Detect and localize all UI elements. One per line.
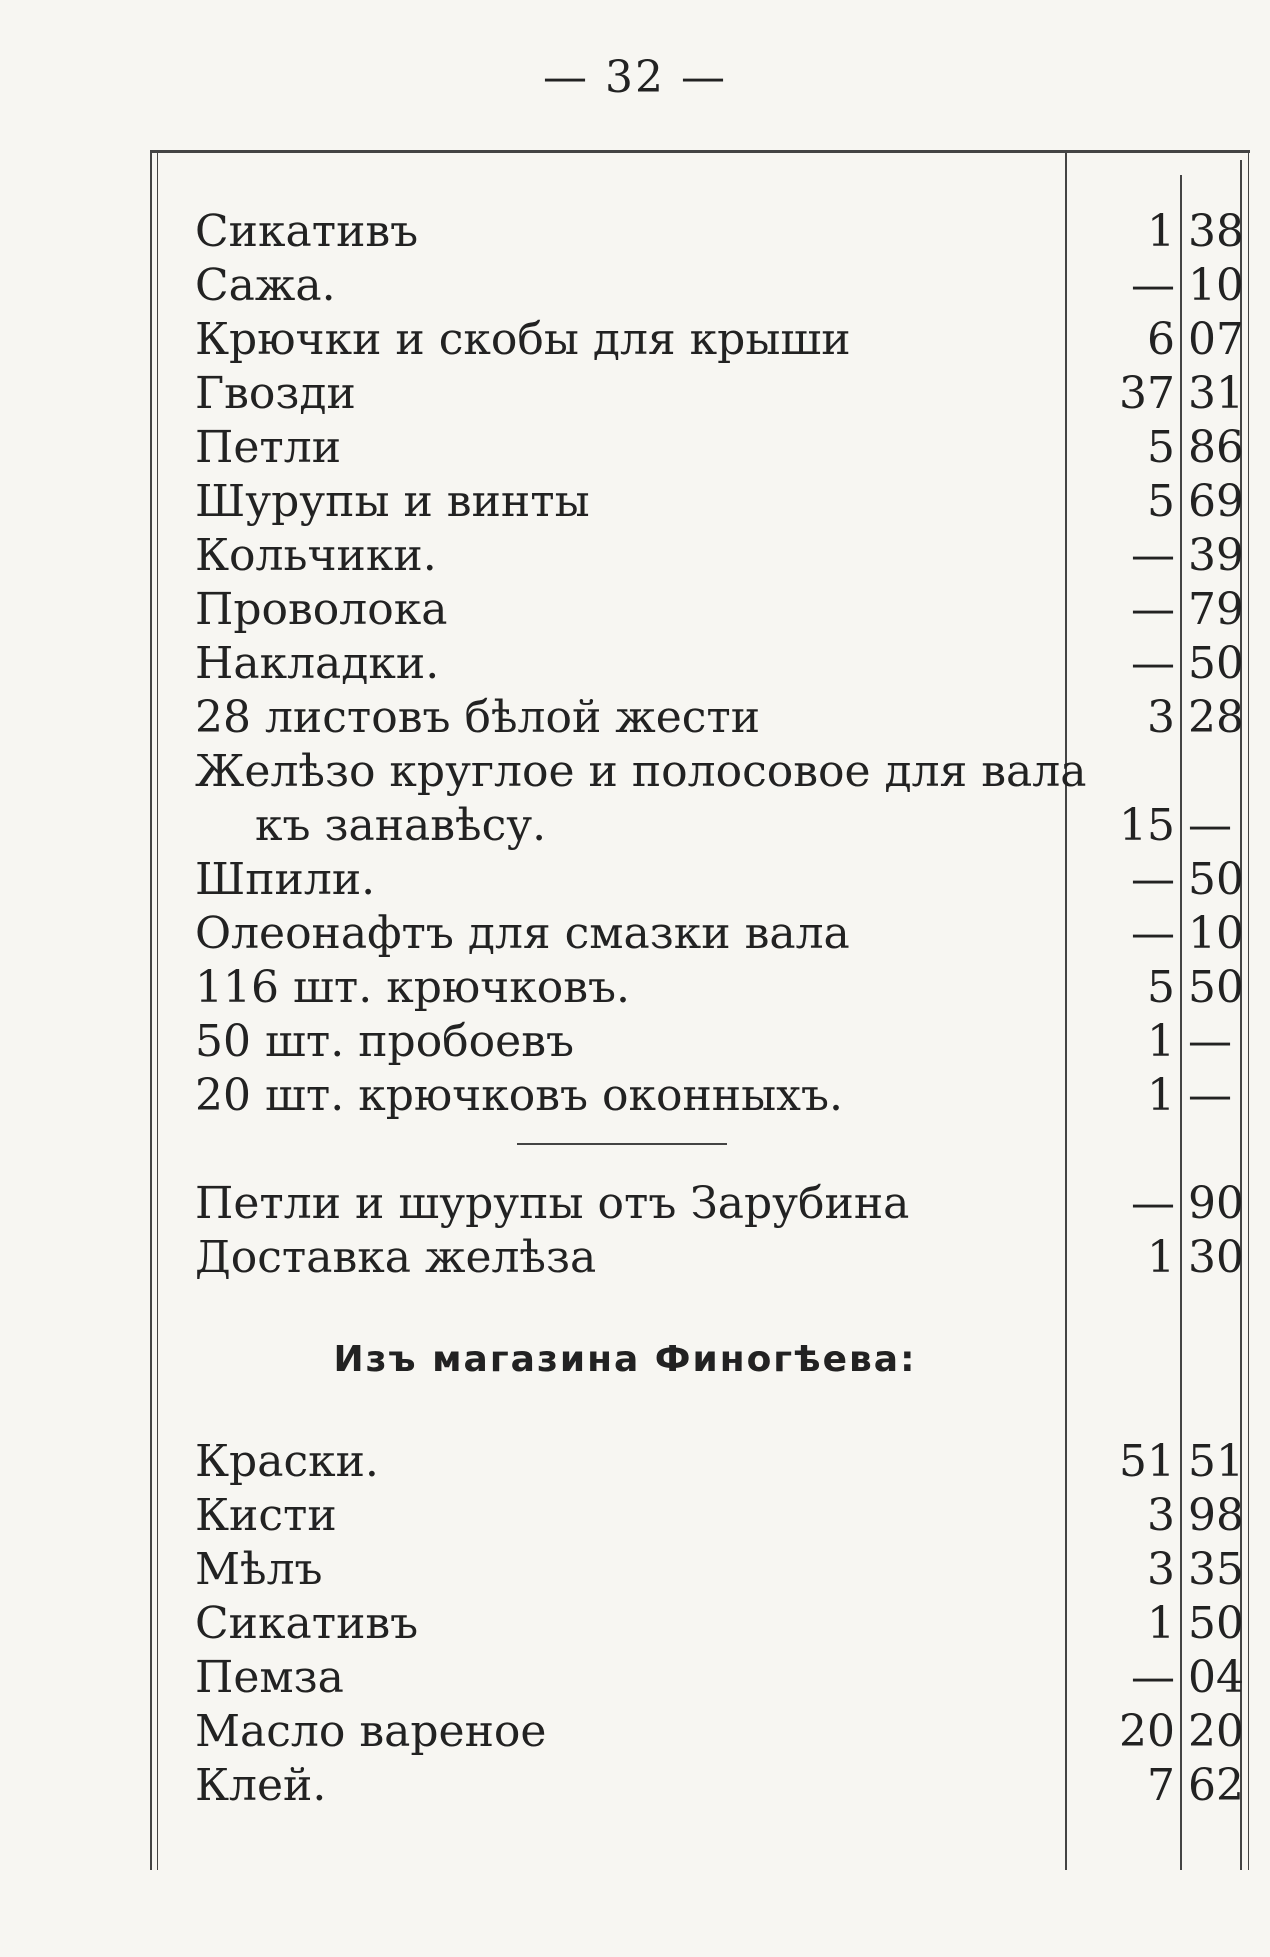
ledger-row [195,1543,1245,1597]
amount-kopecks: 31 [1188,368,1244,419]
amount-rubles: 1 [1147,1232,1175,1283]
page-number: — 32 — [543,52,727,103]
ledger-row [195,1177,1245,1231]
amount-rubles: 1 [1147,1598,1175,1649]
amount-kopecks: 50 [1188,854,1244,905]
item-label: Желѣзо круглое и полосовое для вала [195,746,1087,797]
ledger-row [195,1231,1245,1285]
amount-rubles: 20 [1119,1706,1175,1757]
ledger-row [195,745,1245,799]
amount-rubles: 3 [1147,692,1175,743]
ledger-row [195,1015,1245,1069]
item-label: Шурупы и винты [195,476,590,527]
amount-rubles: 37 [1119,368,1175,419]
item-label: 20 шт. крючковъ оконныхъ. [195,1070,843,1121]
ledger-row [195,799,1245,853]
amount-rubles: — [1131,260,1175,311]
amount-rubles: 5 [1147,476,1175,527]
amount-rubles: 1 [1147,1016,1175,1067]
item-label: Олеонафтъ для смазки вала [195,908,850,959]
ledger-row [195,1597,1245,1651]
item-label: Пемза [195,1652,344,1703]
section-materials [195,205,1245,1123]
amount-rubles: — [1131,854,1175,905]
ledger-row [195,1759,1245,1813]
ledger-row [195,907,1245,961]
table-rule-left [150,150,152,1870]
item-label: Накладки. [195,638,440,689]
amount-rubles: — [1131,584,1175,635]
ledger-row [195,583,1245,637]
amount-kopecks: 50 [1188,1598,1244,1649]
section-finogeev [195,1435,1245,1813]
table-rule-right-outer [1248,150,1249,1870]
ledger-row [195,421,1245,475]
amount-rubles: — [1131,1178,1175,1229]
item-label: Сикативъ [195,206,419,257]
ledger-row [195,1489,1245,1543]
ledger-rows [195,205,1245,1813]
item-label: къ занавѣсу. [255,800,547,851]
amount-rubles: — [1131,530,1175,581]
item-label: Шпили. [195,854,376,905]
ledger-row [195,259,1245,313]
item-label: Кольчики. [195,530,437,581]
item-label: Проволока [195,584,448,635]
amount-kopecks: 69 [1188,476,1244,527]
amount-kopecks: 04 [1188,1652,1244,1703]
amount-kopecks: 90 [1188,1178,1244,1229]
shop-heading: Изъ магазина Финогѣева: [333,1339,917,1380]
amount-kopecks: — [1188,1070,1232,1121]
amount-rubles: 51 [1119,1436,1175,1487]
item-label: Клей. [195,1760,327,1811]
item-label: Петли [195,422,342,473]
amount-rubles: — [1131,908,1175,959]
ledger-row [195,853,1245,907]
ledger-row [195,637,1245,691]
item-label: Петли и шурупы отъ Зарубина [195,1178,910,1229]
amount-rubles: 3 [1147,1490,1175,1541]
ledger-row [195,1435,1245,1489]
ledger-row [195,313,1245,367]
amount-kopecks: 50 [1188,962,1244,1013]
item-label: Краски. [195,1436,379,1487]
amount-kopecks: 07 [1188,314,1244,365]
item-label: Сикативъ [195,1598,419,1649]
ledger-row [195,205,1245,259]
item-label: Гвозди [195,368,356,419]
amount-rubles: 6 [1147,314,1175,365]
amount-rubles: 7 [1147,1760,1175,1811]
ledger-row [195,367,1245,421]
ledger-row [195,475,1245,529]
item-label: 28 листовъ бѣлой жести [195,692,761,743]
item-label: Доставка желѣза [195,1232,597,1283]
amount-rubles: 15 [1119,800,1175,851]
ledger-row [195,691,1245,745]
ledger-row [195,1069,1245,1123]
amount-kopecks: 51 [1188,1436,1244,1487]
amount-kopecks: 39 [1188,530,1244,581]
amount-rubles: 5 [1147,962,1175,1013]
amount-kopecks: 20 [1188,1706,1244,1757]
amount-kopecks: — [1188,1016,1232,1067]
item-label: Сажа. [195,260,336,311]
item-label: 116 шт. крючковъ. [195,962,630,1013]
amount-kopecks: 98 [1188,1490,1244,1541]
amount-rubles: 1 [1147,206,1175,257]
ledger-row [195,961,1245,1015]
table-rule-left-inner [157,150,158,1870]
item-label: 50 шт. пробоевъ [195,1016,574,1067]
section-divider [195,1123,1245,1177]
amount-kopecks: 50 [1188,638,1244,689]
amount-kopecks: 62 [1188,1760,1244,1811]
amount-rubles: 1 [1147,1070,1175,1121]
item-label: Крючки и скобы для крыши [195,314,851,365]
amount-rubles: 3 [1147,1544,1175,1595]
item-label: Мѣлъ [195,1544,323,1595]
amount-kopecks: 10 [1188,908,1244,959]
amount-kopecks: — [1188,800,1232,851]
amount-kopecks: 35 [1188,1544,1244,1595]
item-label: Кисти [195,1490,337,1541]
amount-kopecks: 30 [1188,1232,1244,1283]
amount-rubles: — [1131,1652,1175,1703]
ledger-row [195,529,1245,583]
amount-kopecks: 79 [1188,584,1244,635]
amount-kopecks: 86 [1188,422,1244,473]
section-extra [195,1177,1245,1285]
item-label: Масло вареное [195,1706,547,1757]
ledger-row [195,1705,1245,1759]
ledger-row [195,1651,1245,1705]
amount-kopecks: 10 [1188,260,1244,311]
amount-rubles: 5 [1147,422,1175,473]
amount-rubles: — [1131,638,1175,689]
amount-kopecks: 28 [1188,692,1244,743]
amount-kopecks: 38 [1188,206,1244,257]
